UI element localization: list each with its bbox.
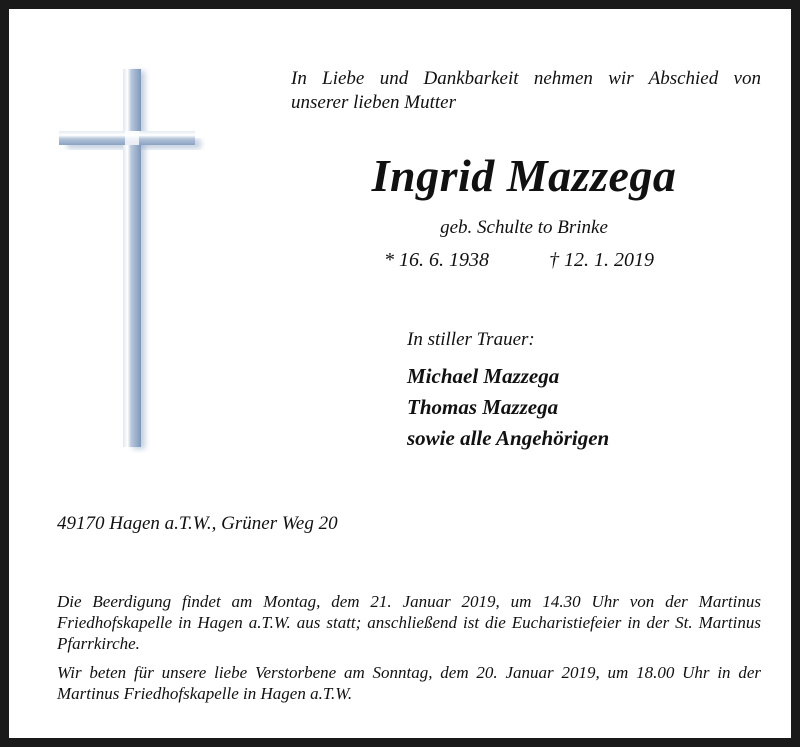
mourning-label: In stiller Trauer:	[407, 329, 535, 350]
intro-text	[291, 67, 761, 115]
mourner-name: Thomas Mazzega	[407, 395, 559, 419]
family-address: 49170 Hagen a.T.W., Grüner Weg 20	[57, 513, 338, 534]
deceased-name: Ingrid Mazzega	[371, 150, 677, 201]
mourner-name: Michael Mazzega	[407, 364, 560, 388]
mourner-name: sowie alle Angehörigen	[407, 426, 610, 450]
intro-line-1: In Liebe und Dankbarkeit nehmen wir Abschied von	[291, 68, 761, 89]
cross-icon	[53, 65, 205, 453]
death-date: † 12. 1. 2019	[549, 249, 654, 271]
prayer-notice: Wir beten für unsere liebe Verstorbene am Sonntag, dem 20. Januar 2019, um 18.00 Uhr in der Martinus Friedhofskapelle in Hagen a.T.W.	[57, 663, 761, 703]
birth-date: * 16. 6. 1938	[384, 249, 489, 271]
mourners-list	[407, 361, 609, 454]
intro-line-2: unserer lieben Mutter	[291, 92, 456, 113]
funeral-notice: Die Beerdigung findet am Montag, dem 21. Januar 2019, um 14.30 Uhr von der Martinus Friedhofskapelle in Hagen a.T.W. aus statt; anschließend ist die Eucharistiefeier in der St. Martinus Pfarrkirche.	[57, 592, 761, 653]
maiden-name: geb. Schulte to Brinke	[440, 217, 608, 238]
